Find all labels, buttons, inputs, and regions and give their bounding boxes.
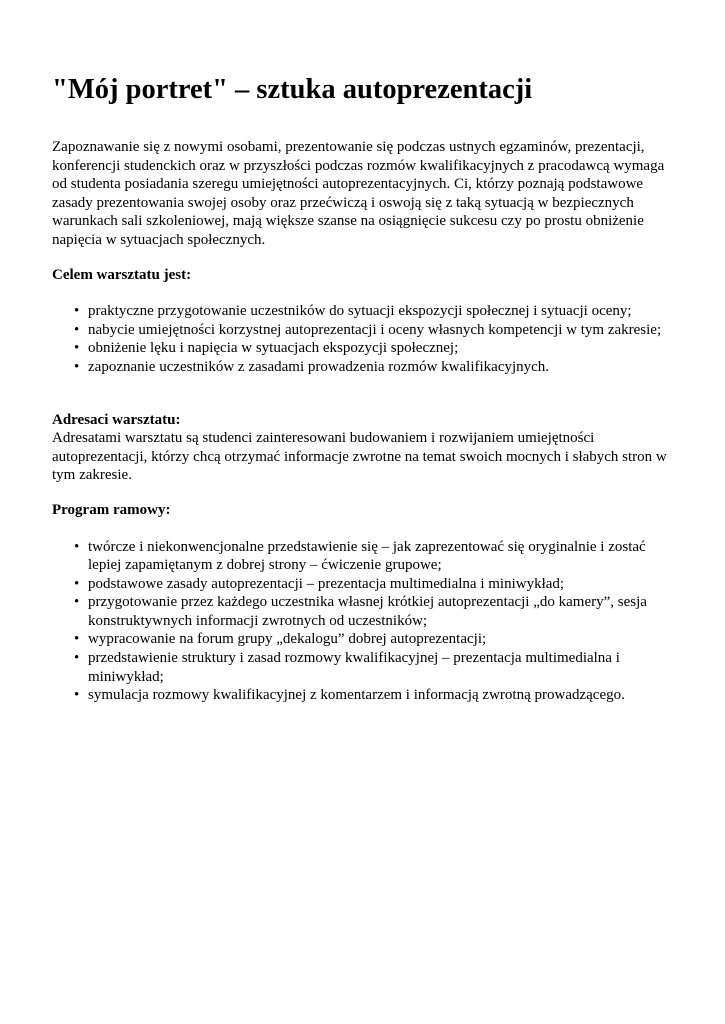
program-list [52,538,677,705]
audience-heading: Adresaci warsztatu: [52,411,181,428]
list-item [52,630,677,649]
bullet-icon: • [74,303,80,320]
list-item-text: symulacja rozmowy kwalifikacyjnej z komentarzem i informacją zwrotną prowadzącego. [88,687,625,704]
list-item-text: praktyczne przygotowanie uczestników do sytuacji ekspozycji społecznej i sytuacji oceny; [88,303,632,320]
bullet-icon: • [74,687,80,704]
list-item [52,321,677,340]
intro-paragraph: Zapoznawanie się z nowymi osobami, prezentowanie się podczas ustnych egzaminów, prezentacji, konferencji studenckich oraz w przyszłości podczas rozmów kwalifikacyjnych z pracodawcą wymaga od studenta posiadania szeregu umiejętności autoprezentacyjnych. Ci, którzy poznają podstawowe zasady prezentowania swojej osoby oraz przećwiczą i oswoją się z taką sytuacją w bezpiecznych warunkach sali szkoleniowej, mają większe szanse na osiągnięcie sukcesu czy po prostu obniżenie napięcia w sytuacjach społecznych. [52,139,665,248]
list-item-text: przygotowanie przez każdego uczestnika własnej krótkiej autoprezentacji „do kamery”, sesja konstruktywnych informacji zwrotnych od uczestników; [88,594,647,629]
list-item-text: wypracowanie na forum grupy „dekalogu” dobrej autoprezentacji; [88,631,487,648]
bullet-icon: • [74,594,80,611]
list-item-text: przedstawienie struktury i zasad rozmowy kwalifikacyjnej – prezentacja multimedialna i miniwykład; [88,650,620,685]
list-item [52,538,677,575]
list-item [52,686,677,705]
bullet-icon: • [74,538,80,555]
audience-section [52,411,677,485]
program-heading: Program ramowy: [52,501,171,518]
list-item [52,593,677,630]
bullet-icon: • [74,321,80,338]
bullet-icon: • [74,650,80,667]
document-page [52,72,677,705]
list-item-text: obniżenie lęku i napięcia w sytuacjach ekspozycji społecznej; [88,340,459,357]
list-item-text: nabycie umiejętności korzystnej autoprezentacji i oceny własnych kompetencji w tym zakresie; [88,321,662,338]
bullet-icon: • [74,340,80,357]
list-item [52,649,677,686]
audience-text: Adresatami warsztatu są studenci zainteresowani budowaniem i rozwijaniem umiejętności autoprezentacji, którzy chcą otrzymać informacje zwrotne na temat swoich mocnych i słabych stron w tym zakresie. [52,430,667,484]
list-item [52,358,677,377]
list-item-text: zapoznanie uczestników z zasadami prowadzenia rozmów kwalifikacyjnych. [88,358,550,375]
list-item-text: podstawowe zasady autoprezentacji – prezentacja multimedialna i miniwykład; [88,575,565,592]
list-item [52,575,677,594]
page-title: "Mój portret" – sztuka autoprezentacji [52,74,533,105]
goals-heading: Celem warsztatu jest: [52,266,192,283]
list-item [52,339,677,358]
bullet-icon: • [74,575,80,592]
bullet-icon: • [74,358,80,375]
list-item [52,302,677,321]
goals-list [52,302,677,376]
bullet-icon: • [74,631,80,648]
list-item-text: twórcze i niekonwencjonalne przedstawienie się – jak zaprezentować się oryginalnie i zostać lepiej zapamiętanym z dobrej strony – ćwiczenie grupowe; [88,538,646,574]
